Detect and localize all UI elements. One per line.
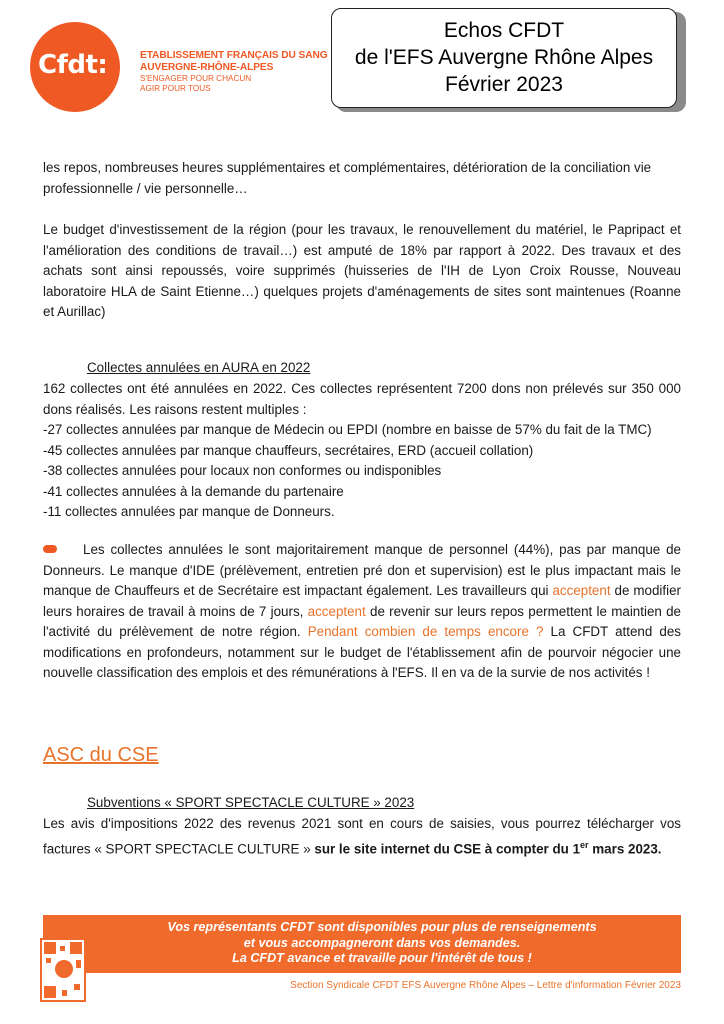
list-item: -45 collectes annulées par manque chauffeurs, secrétaires, ERD (accueil collation) [43, 442, 534, 458]
cfdt-bullet-icon [43, 545, 57, 553]
subventions-heading: Subventions « SPORT SPECTACLE CULTURE » 2023 [87, 795, 415, 810]
collectes-intro: 162 collectes ont été annulées en 2022. Ces collectes représentent 7200 dons non prélevés sur 350 000 dons réalisés. Les raisons restent multiples : [43, 381, 681, 417]
budget-paragraph: Le budget d'investissement de la région (pour les travaux, le renouvellement du matériel, le Papripact et l'amélioration des conditions de travail…) est amputé de 18% par rapport à 2022. Des travaux et des achats sont ainsi repoussés, voire supprimés (huisseries de l'IH de Lyon Croix Rousse, Nouveau laboratoire HLA de Saint Etienne…) quelques projets d'aménagements de sites sont maintenues (Roanne et Aurillac) [43, 222, 681, 319]
banner-line2: et vous accompagneront dans vos demandes. [243, 935, 521, 950]
analysis-text: de modifier leurs horaires de travail à moins de 7 jours, [43, 583, 681, 619]
organization-block [140, 50, 330, 94]
cfdt-logo [30, 22, 138, 112]
ordinal-superscript: er [580, 839, 589, 850]
list-item: -41 collectes annulées à la demande du partenaire [43, 483, 344, 499]
logo-text: Cfdt: [38, 50, 108, 80]
footer-note: Section Syndicale CFDT EFS Auvergne Rhône Alpes – Lettre d'information Février 2023 [290, 980, 681, 991]
subventions-date-text: sur le site internet du CSE à compter du 1 [314, 840, 581, 856]
highlight-question: Pendant combien de temps encore ? [307, 624, 544, 639]
analysis-text: Les collectes annulées le sont majoritairement manque de personnel (44%), pas par manque de Donneurs. Le manque d'IDE (prélèvement, entretien pré don et supervision) est le plus impactant mais le manque de Chauffeurs et de Secrétaire est impactant également. Les travailleurs qui [43, 542, 681, 598]
contact-banner [43, 915, 681, 973]
collectes-list [43, 420, 681, 523]
analysis-text: La CFDT attend des modifications en profondeurs, notamment sur le budget de l'établissement afin de pourvoir négocier une nouvelle classification des emplois et des rémunérations à l'EFS. Il en va de la survie de nos activités ! [43, 624, 681, 680]
org-slogan-line1: S'ENGAGER POUR CHACUN [140, 74, 252, 83]
banner-line3: La CFDT avance et travaille pour l'intérêt de tous ! [232, 951, 532, 965]
title-line1: Echos CFDT [443, 19, 565, 42]
subventions-date-end: mars 2023. [588, 840, 662, 856]
subventions-paragraph [43, 814, 681, 859]
title-line2: de l'EFS Auvergne Rhône Alpes [354, 46, 654, 69]
newsletter-title-box [331, 8, 677, 108]
analysis-paragraph [43, 540, 681, 684]
highlight-acceptent-2: acceptent [307, 603, 366, 619]
title-line3: Février 2023 [445, 73, 563, 96]
asc-section-heading: ASC du CSE [43, 744, 159, 766]
org-name-line1: ETABLISSEMENT FRANÇAIS DU SANG [140, 50, 328, 61]
intro-paragraph: les repos, nombreuses heures supplémentaires et complémentaires, détérioration de la conciliation vie professionnelle / vie personnelle… [43, 160, 652, 196]
banner-line1: Vos représentants CFDT sont disponibles pour plus de renseignements [167, 920, 597, 934]
highlight-acceptent-1: acceptent [552, 583, 611, 598]
list-item: -38 collectes annulées pour locaux non conformes ou indisponibles [43, 463, 442, 478]
list-item: -27 collectes annulées par manque de Médecin ou EPDI (nombre en baisse de 57% du fait de la TMC) [43, 422, 652, 437]
org-slogan-line2: AGIR POUR TOUS [140, 84, 211, 93]
analysis-text: de revenir sur leurs repos permettent le maintien de l'activité du prélèvement de notre région. [43, 603, 681, 639]
org-name-line2: AUVERGNE-RHÔNE-ALPES [140, 62, 274, 73]
subventions-text: Les avis d'impositions 2022 des revenus 2021 sont en cours de saisies, vous pourrez télécharger vos factures « SPORT SPECTACLE CULTURE » [43, 816, 681, 856]
qr-code-icon[interactable] [40, 938, 86, 1002]
collectes-heading: Collectes annulées en AURA en 2022 [87, 360, 311, 375]
list-item: -11 collectes annulées par manque de Donneurs. [43, 504, 335, 519]
